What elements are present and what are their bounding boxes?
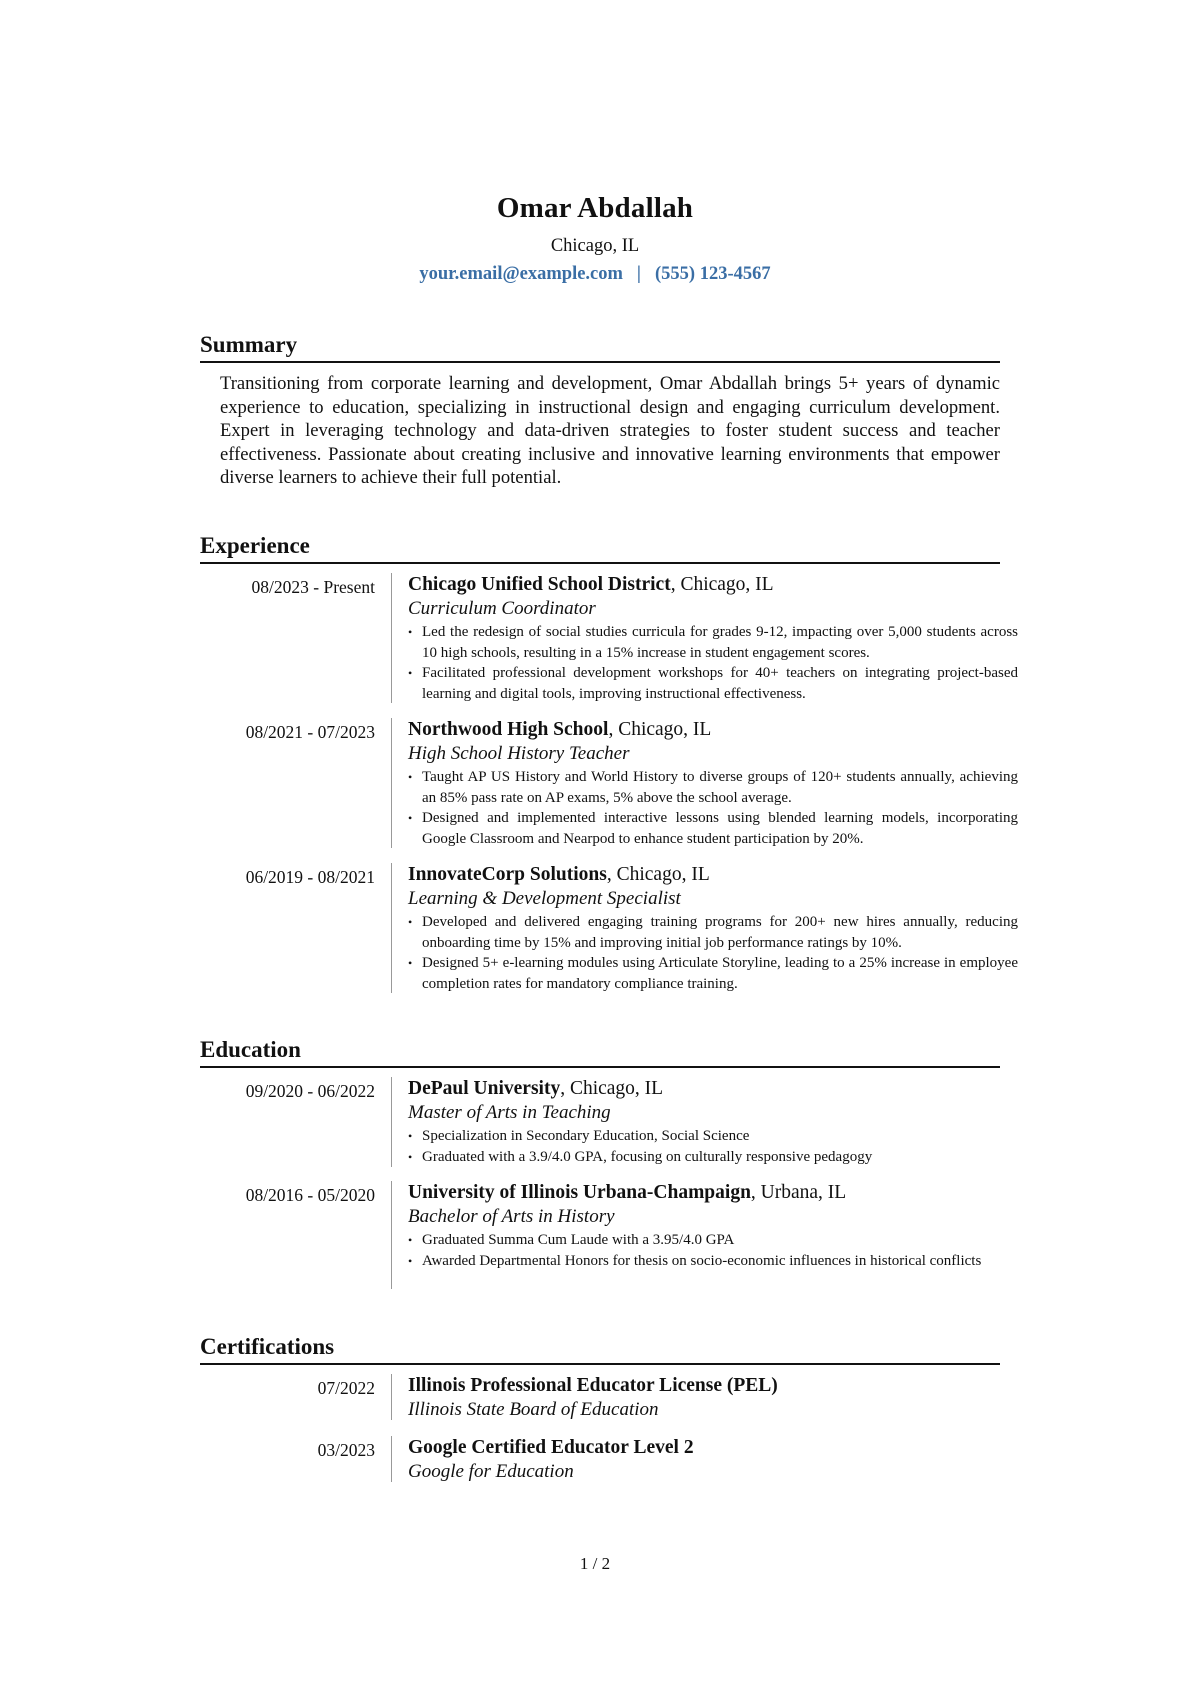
candidate-name: Omar Abdallah [496,192,694,224]
entry-role: High School History Teacher [408,743,630,764]
bullet-item: • Awarded Departmental Honors for thesis on socio-economic influences in historical conflicts [408,1251,1018,1272]
entry-dates: 08/2023 - Present [251,577,375,597]
entry-organization [408,863,1018,887]
bullet-item: • Specialization in Secondary Education, Social Science [408,1126,1018,1147]
entry-body [391,1077,1018,1167]
certification-issuer: Google for Education [408,1461,574,1482]
certification-issuer: Illinois State Board of Education [408,1399,659,1420]
certification-date: 03/2023 [317,1440,375,1460]
entry-dates: 09/2020 - 06/2022 [245,1081,375,1101]
org-location: , Chicago, IL [606,864,710,885]
org-name: DePaul University [408,1078,561,1099]
page-number: 1 / 2 [579,1554,611,1573]
entry-organization [408,1181,1018,1205]
entry-body [391,718,1018,848]
bullet-item: • Graduated with a 3.9/4.0 GPA, focusing on culturally responsive pedagogy [408,1147,1018,1168]
entry-body [391,863,1018,993]
contact-line [0,263,1190,285]
phone-link[interactable]: (555) 123-4567 [655,264,771,284]
entry-role: Curriculum Coordinator [408,598,596,619]
entry-body [391,1374,1018,1420]
org-location: , Urbana, IL [750,1182,847,1203]
entry-bullets [408,767,1018,849]
bullet-item: • Facilitated professional development workshops for 40+ teachers on integrating project-based learning and digital tools, improving instructional effectiveness. [408,663,1018,704]
section-title-education: Education [200,1036,1000,1068]
entry-dates: 06/2019 - 08/2021 [245,867,375,887]
section-title-summary: Summary [200,331,1000,363]
entry-organization [408,1077,1018,1101]
entry-degree: Bachelor of Arts in History [408,1206,615,1227]
certification-date: 07/2022 [317,1378,375,1398]
entry-dates: 08/2021 - 07/2023 [245,722,375,742]
entry-dates: 08/2016 - 05/2020 [245,1185,375,1205]
bullet-item: • Graduated Summa Cum Laude with a 3.95/4.0 GPA [408,1230,1018,1251]
org-name: Northwood High School [408,719,609,740]
entry-role: Learning & Development Specialist [408,888,681,909]
entry-organization [408,718,1018,742]
entry-body [391,573,1018,703]
candidate-location: Chicago, IL [550,236,640,256]
org-location: , Chicago, IL [608,719,712,740]
entry-organization [408,573,1018,597]
org-location: , Chicago, IL [560,1078,664,1099]
section-title-experience: Experience [200,532,1000,564]
org-name: InnovateCorp Solutions [408,864,607,885]
entry-body [391,1436,1018,1482]
org-name: Chicago Unified School District [408,574,671,595]
certification-title: Google Certified Educator Level 2 [408,1437,694,1458]
bullet-item: • Developed and delivered engaging training programs for 200+ new hires annually, reducing onboarding time by 15% and improving initial job performance ratings by 10%. [408,912,1018,953]
entry-degree: Master of Arts in Teaching [408,1102,611,1123]
entry-bullets [408,622,1018,704]
org-name: University of Illinois Urbana-Champaign [408,1182,751,1203]
bullet-item: • Designed and implemented interactive lessons using blended learning models, incorporating Google Classroom and Nearpod to enhance student participation by 20%. [408,808,1018,849]
certification-title: Illinois Professional Educator License (PEL) [408,1375,778,1396]
entry-bullets [408,912,1018,994]
entry-bullets [408,1126,1018,1167]
entry-body [391,1181,1018,1289]
entry-bullets [408,1230,1018,1271]
email-link[interactable]: your.email@example.com [419,264,623,284]
org-location: , Chicago, IL [670,574,774,595]
contact-separator: | [636,264,641,284]
summary-text: Transitioning from corporate learning and development, Omar Abdallah brings 5+ years of dynamic experience to education, specializing in instructional design and engaging curriculum development. Expert in leveraging technology and data-driven strategies to foster student success and teacher effectiveness. Passionate about creating inclusive and innovative learning environments that empower diverse learners to achieve their full potential. [220,373,1000,488]
bullet-item: • Designed 5+ e-learning modules using Articulate Storyline, leading to a 25% increase in employee completion rates for mandatory compliance training. [408,953,1018,994]
bullet-item: • Led the redesign of social studies curricula for grades 9-12, impacting over 5,000 students across 10 high schools, resulting in a 15% increase in student engagement scores. [408,622,1018,663]
bullet-item: • Taught AP US History and World History to diverse groups of 120+ students annually, achieving an 85% pass rate on AP exams, 5% above the school average. [408,767,1018,808]
section-title-certifications: Certifications [200,1333,1000,1365]
